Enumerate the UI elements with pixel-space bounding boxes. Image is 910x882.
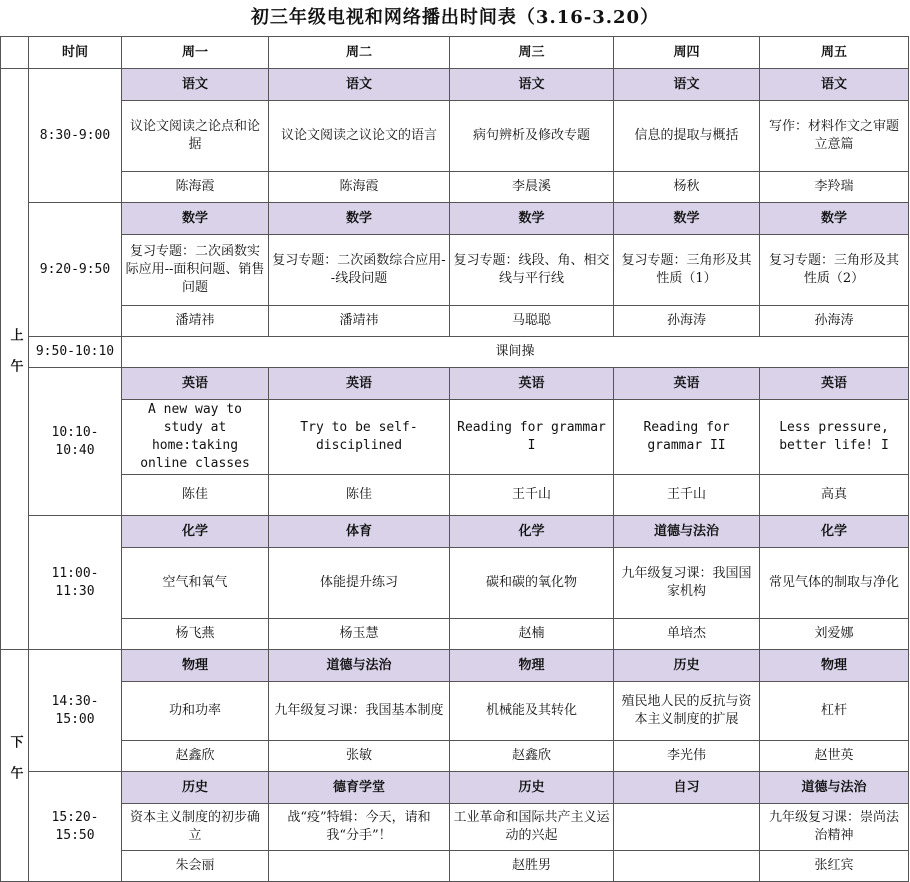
topic-row — [1, 804, 909, 851]
teacher-cell: 赵楠 — [450, 619, 614, 650]
topic-cell: 九年级复习课：我国基本制度 — [269, 682, 450, 741]
topic-cell: Reading for grammar I — [450, 400, 614, 475]
teacher-cell: 赵世英 — [760, 741, 909, 772]
teacher-cell: 张红宾 — [760, 851, 909, 882]
subject-row — [1, 69, 909, 101]
subject-cell: 英语 — [269, 368, 450, 400]
subject-cell: 化学 — [760, 516, 909, 548]
topic-cell: 复习专题：线段、角、相交线与平行线 — [450, 235, 614, 306]
schedule-table — [0, 36, 909, 882]
break-label: 课间操 — [122, 337, 909, 368]
teacher-cell: 赵鑫欣 — [450, 741, 614, 772]
teacher-cell — [614, 851, 760, 882]
topic-cell: Reading for grammar II — [614, 400, 760, 475]
topic-cell: 杠杆 — [760, 682, 909, 741]
day-header-thu: 周四 — [614, 37, 760, 69]
topic-cell: 资本主义制度的初步确立 — [122, 804, 269, 851]
period-afternoon: 下午 — [1, 650, 29, 882]
topic-cell: Less pressure, better life! I — [760, 400, 909, 475]
subject-cell: 英语 — [760, 368, 909, 400]
time-slot: 11:00-11:30 — [29, 516, 122, 650]
topic-cell: 常见气体的制取与净化 — [760, 548, 909, 619]
teacher-cell: 马聪聪 — [450, 306, 614, 337]
subject-row — [1, 650, 909, 682]
subject-cell: 化学 — [450, 516, 614, 548]
subject-cell: 德育学堂 — [269, 772, 450, 804]
topic-cell: A new way to study at home:taking online classes — [122, 400, 269, 475]
time-slot: 9:20-9:50 — [29, 203, 122, 337]
topic-cell: 九年级复习课：我国国家机构 — [614, 548, 760, 619]
topic-cell: 体能提升练习 — [269, 548, 450, 619]
subject-cell: 道德与法治 — [614, 516, 760, 548]
subject-cell: 数学 — [450, 203, 614, 235]
topic-row — [1, 101, 909, 172]
teacher-cell: 陈海霞 — [122, 172, 269, 203]
subject-cell: 语文 — [450, 69, 614, 101]
subject-cell: 英语 — [614, 368, 760, 400]
corner-cell — [1, 37, 29, 69]
day-header-wed: 周三 — [450, 37, 614, 69]
topic-cell: 复习专题：三角形及其性质（1） — [614, 235, 760, 306]
day-header-fri: 周五 — [760, 37, 909, 69]
teacher-cell: 王千山 — [450, 475, 614, 516]
time-slot: 14:30-15:00 — [29, 650, 122, 772]
topic-row — [1, 400, 909, 475]
subject-cell: 数学 — [269, 203, 450, 235]
teacher-cell: 杨玉慧 — [269, 619, 450, 650]
day-header-mon: 周一 — [122, 37, 269, 69]
teacher-cell: 张敏 — [269, 741, 450, 772]
topic-cell: 写作：材料作文之审题立意篇 — [760, 101, 909, 172]
subject-cell: 自习 — [614, 772, 760, 804]
subject-row — [1, 516, 909, 548]
topic-cell: 复习专题：二次函数综合应用--线段问题 — [269, 235, 450, 306]
teacher-cell: 李羚瑞 — [760, 172, 909, 203]
day-header-tue: 周二 — [269, 37, 450, 69]
teacher-cell: 赵胜男 — [450, 851, 614, 882]
subject-row — [1, 203, 909, 235]
teacher-cell — [269, 851, 450, 882]
topic-cell: 机械能及其转化 — [450, 682, 614, 741]
teacher-cell: 赵鑫欣 — [122, 741, 269, 772]
teacher-cell: 高真 — [760, 475, 909, 516]
time-slot: 15:20-15:50 — [29, 772, 122, 882]
topic-cell: 复习专题：二次函数实际应用--面积问题、销售问题 — [122, 235, 269, 306]
topic-cell — [614, 804, 760, 851]
topic-cell: 复习专题：三角形及其性质（2） — [760, 235, 909, 306]
teacher-row — [1, 172, 909, 203]
subject-cell: 语文 — [269, 69, 450, 101]
teacher-cell: 刘爱娜 — [760, 619, 909, 650]
subject-row — [1, 772, 909, 804]
topic-row — [1, 682, 909, 741]
header-row — [1, 37, 909, 69]
topic-row — [1, 235, 909, 306]
topic-cell: 信息的提取与概括 — [614, 101, 760, 172]
subject-cell: 历史 — [450, 772, 614, 804]
teacher-cell: 孙海涛 — [614, 306, 760, 337]
break-row — [1, 337, 909, 368]
teacher-row — [1, 619, 909, 650]
topic-cell: 议论文阅读之论点和论据 — [122, 101, 269, 172]
topic-cell: 工业革命和国际共产主义运动的兴起 — [450, 804, 614, 851]
subject-cell: 数学 — [760, 203, 909, 235]
teacher-cell: 单培杰 — [614, 619, 760, 650]
topic-cell: 碳和碳的氧化物 — [450, 548, 614, 619]
teacher-cell: 潘靖祎 — [122, 306, 269, 337]
break-time: 9:50-10:10 — [29, 337, 122, 368]
topic-cell: 战“疫”特辑：今天，请和我“分手”！ — [269, 804, 450, 851]
teacher-cell: 陈佳 — [122, 475, 269, 516]
subject-cell: 物理 — [760, 650, 909, 682]
teacher-row — [1, 741, 909, 772]
topic-cell: Try to be self-disciplined — [269, 400, 450, 475]
subject-cell: 化学 — [122, 516, 269, 548]
subject-row — [1, 368, 909, 400]
teacher-cell: 孙海涛 — [760, 306, 909, 337]
subject-cell: 体育 — [269, 516, 450, 548]
teacher-cell: 陈佳 — [269, 475, 450, 516]
topic-cell: 九年级复习课：崇尚法治精神 — [760, 804, 909, 851]
subject-cell: 道德与法治 — [269, 650, 450, 682]
topic-cell: 议论文阅读之议论文的语言 — [269, 101, 450, 172]
topic-cell: 病句辨析及修改专题 — [450, 101, 614, 172]
time-slot: 8:30-9:00 — [29, 69, 122, 203]
subject-cell: 物理 — [450, 650, 614, 682]
subject-cell: 语文 — [760, 69, 909, 101]
subject-cell: 历史 — [614, 650, 760, 682]
teacher-cell: 王千山 — [614, 475, 760, 516]
subject-cell: 物理 — [122, 650, 269, 682]
subject-cell: 语文 — [614, 69, 760, 101]
teacher-row — [1, 475, 909, 516]
teacher-cell: 李光伟 — [614, 741, 760, 772]
subject-cell: 数学 — [614, 203, 760, 235]
subject-cell: 语文 — [122, 69, 269, 101]
teacher-row — [1, 851, 909, 882]
period-morning: 上午 — [1, 69, 29, 650]
teacher-cell: 李晨溪 — [450, 172, 614, 203]
subject-cell: 英语 — [450, 368, 614, 400]
subject-cell: 道德与法治 — [760, 772, 909, 804]
subject-cell: 数学 — [122, 203, 269, 235]
teacher-cell: 杨飞燕 — [122, 619, 269, 650]
time-header: 时间 — [29, 37, 122, 69]
teacher-cell: 杨秋 — [614, 172, 760, 203]
teacher-cell: 潘靖祎 — [269, 306, 450, 337]
teacher-row — [1, 306, 909, 337]
page-title: 初三年级电视和网络播出时间表（3.16-3.20） — [250, 7, 660, 28]
topic-cell: 空气和氧气 — [122, 548, 269, 619]
teacher-cell: 陈海霞 — [269, 172, 450, 203]
topic-row — [1, 548, 909, 619]
subject-cell: 英语 — [122, 368, 269, 400]
subject-cell: 历史 — [122, 772, 269, 804]
time-slot: 10:10-10:40 — [29, 368, 122, 516]
topic-cell: 殖民地人民的反抗与资本主义制度的扩展 — [614, 682, 760, 741]
teacher-cell: 朱会丽 — [122, 851, 269, 882]
topic-cell: 功和功率 — [122, 682, 269, 741]
